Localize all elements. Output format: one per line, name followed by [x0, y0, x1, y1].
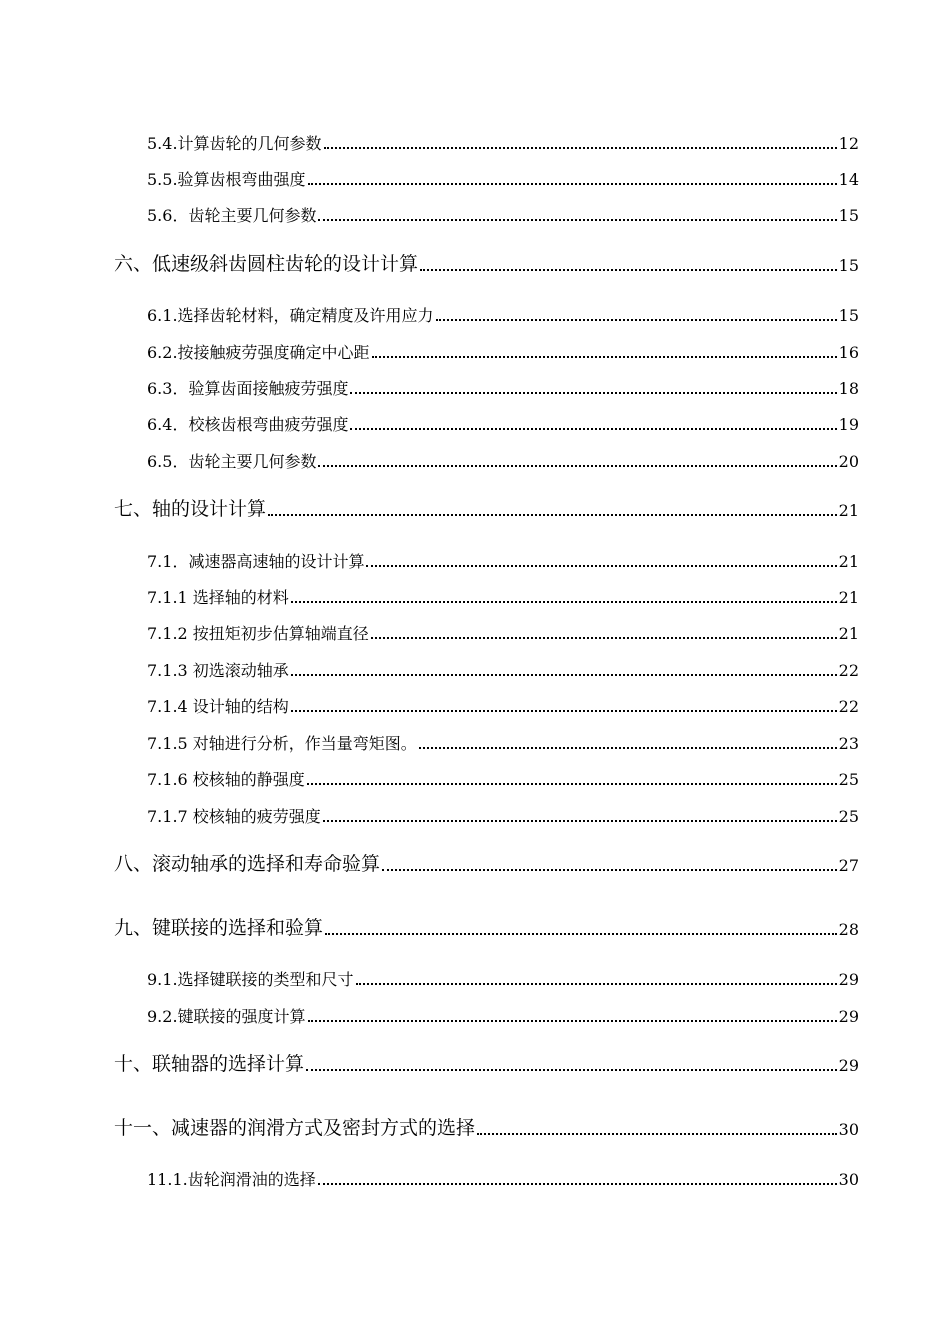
toc-entry-title: 6.4．校核齿根弯曲疲劳强度: [147, 415, 349, 434]
toc-dot-leader: [371, 637, 837, 639]
toc-entry[interactable]: [147, 124, 859, 152]
toc-entry-title: 九、键联接的选择和验算: [114, 917, 324, 939]
toc-dot-leader: [372, 356, 837, 358]
toc-dot-leader: [325, 933, 837, 935]
toc-entry-page: 15: [838, 306, 859, 325]
toc-entry[interactable]: [147, 960, 859, 988]
toc-entry-title: 6.5．齿轮主要几何参数: [147, 452, 317, 471]
toc-entry-page: 19: [838, 415, 859, 434]
toc-entry[interactable]: [147, 687, 859, 715]
toc-entry-title: 5.4.计算齿轮的几何参数: [147, 134, 322, 153]
toc-entry-page: 12: [838, 134, 859, 153]
toc-dot-leader: [291, 601, 837, 603]
toc-entry-page: 27: [838, 856, 859, 875]
toc-entry-page: 18: [838, 379, 859, 398]
toc-entry-title: 八、滚动轴承的选择和寿命验算: [114, 853, 381, 875]
toc-entry[interactable]: [147, 296, 859, 324]
toc-dot-leader: [306, 1069, 837, 1071]
toc-entry-page: 29: [838, 1056, 859, 1075]
toc-entry[interactable]: [147, 760, 859, 788]
toc-entry-page: 28: [838, 920, 859, 939]
toc-entry-page: 15: [838, 256, 859, 275]
toc-dot-leader: [318, 465, 836, 467]
toc-chapter-entry[interactable]: [114, 846, 859, 874]
toc-entry-title: 6.3．验算齿面接触疲劳强度: [147, 379, 349, 398]
toc-dot-leader: [318, 1183, 837, 1185]
toc-entry-title: 六、低速级斜齿圆柱齿轮的设计计算: [114, 253, 419, 275]
toc-dot-leader: [268, 514, 837, 516]
toc-entry[interactable]: [147, 614, 859, 642]
toc-entry-title: 5.6．齿轮主要几何参数: [147, 206, 317, 225]
toc-entry[interactable]: [147, 369, 859, 397]
toc-dot-leader: [308, 183, 837, 185]
toc-entry-title: 11.1.齿轮润滑油的选择: [147, 1170, 316, 1189]
toc-entry-page: 21: [838, 501, 859, 520]
toc-dot-leader: [419, 747, 837, 749]
toc-entry-title: 十一、减速器的润滑方式及密封方式的选择: [114, 1117, 476, 1139]
toc-entry[interactable]: [147, 1160, 859, 1188]
toc-dot-leader: [436, 319, 837, 321]
toc-entry-title: 9.1.选择键联接的类型和尺寸: [147, 970, 354, 989]
toc-entry-page: 21: [838, 624, 859, 643]
toc-chapter-entry[interactable]: [114, 910, 859, 938]
toc-chapter-entry[interactable]: [114, 491, 859, 519]
toc-entry[interactable]: [147, 160, 859, 188]
toc-entry-page: 14: [838, 170, 859, 189]
toc-entry-title: 七、轴的设计计算: [114, 498, 267, 520]
toc-entry-page: 23: [838, 734, 859, 753]
toc-entry-page: 30: [838, 1170, 859, 1189]
toc-entry-page: 30: [838, 1120, 859, 1139]
toc-entry[interactable]: [147, 405, 859, 433]
toc-entry[interactable]: [147, 578, 859, 606]
toc-entry[interactable]: [147, 797, 859, 825]
toc-entry-page: 25: [838, 770, 859, 789]
toc-dot-leader: [323, 820, 837, 822]
toc-entry-title: 十、联轴器的选择计算: [114, 1053, 305, 1075]
toc-entry[interactable]: [147, 542, 859, 570]
toc-entry[interactable]: [147, 651, 859, 679]
toc-entry-title: 7.1.6 校核轴的静强度: [147, 770, 305, 789]
toc-dot-leader: [291, 710, 837, 712]
toc-dot-leader: [350, 428, 836, 430]
toc-chapter-entry[interactable]: [114, 1110, 859, 1138]
toc-entry-page: 16: [838, 343, 859, 362]
toc-entry-title: 7.1.2 按扭矩初步估算轴端直径: [147, 624, 369, 643]
toc-entry[interactable]: [147, 442, 859, 470]
toc-entry-title: 7.1.3 初选滚动轴承: [147, 661, 289, 680]
toc-dot-leader: [420, 269, 837, 271]
toc-entry-page: 15: [838, 206, 859, 225]
toc-entry-page: 29: [838, 1007, 859, 1026]
toc-dot-leader: [318, 219, 836, 221]
toc-entry[interactable]: [147, 997, 859, 1025]
toc-entry-page: 21: [838, 552, 859, 571]
toc-chapter-entry[interactable]: [114, 1046, 859, 1074]
toc-entry-title: 7.1.5 对轴进行分析，作当量弯矩图。: [147, 734, 417, 753]
toc-dot-leader: [350, 392, 836, 394]
toc-entry-title: 7.1.1 选择轴的材料: [147, 588, 289, 607]
toc-entry-page: 21: [838, 588, 859, 607]
toc-entry-page: 22: [838, 661, 859, 680]
toc-entry-title: 7.1．减速器高速轴的设计计算: [147, 552, 365, 571]
toc-entry-title: 6.2.按接触疲劳强度确定中心距: [147, 343, 370, 362]
toc-entry-page: 20: [838, 452, 859, 471]
toc-entry-title: 5.5.验算齿根弯曲强度: [147, 170, 306, 189]
toc-entry-page: 22: [838, 697, 859, 716]
toc-dot-leader: [291, 674, 837, 676]
toc-chapter-entry[interactable]: [114, 246, 859, 274]
toc-dot-leader: [366, 565, 836, 567]
toc-entry[interactable]: [147, 724, 859, 752]
toc-entry-title: 6.1.选择齿轮材料，确定精度及许用应力: [147, 306, 434, 325]
toc-dot-leader: [307, 783, 837, 785]
toc-entry-title: 9.2.键联接的强度计算: [147, 1007, 306, 1026]
toc-dot-leader: [382, 869, 837, 871]
toc-entry-title: 7.1.7 校核轴的疲劳强度: [147, 807, 321, 826]
toc-entry[interactable]: [147, 333, 859, 361]
toc-entry-page: 25: [838, 807, 859, 826]
toc-entry-title: 7.1.4 设计轴的结构: [147, 697, 289, 716]
toc-dot-leader: [356, 983, 837, 985]
toc-entry[interactable]: [147, 196, 859, 224]
toc-entry-page: 29: [838, 970, 859, 989]
toc-dot-leader: [324, 147, 837, 149]
toc-dot-leader: [308, 1020, 837, 1022]
toc-dot-leader: [477, 1133, 837, 1135]
